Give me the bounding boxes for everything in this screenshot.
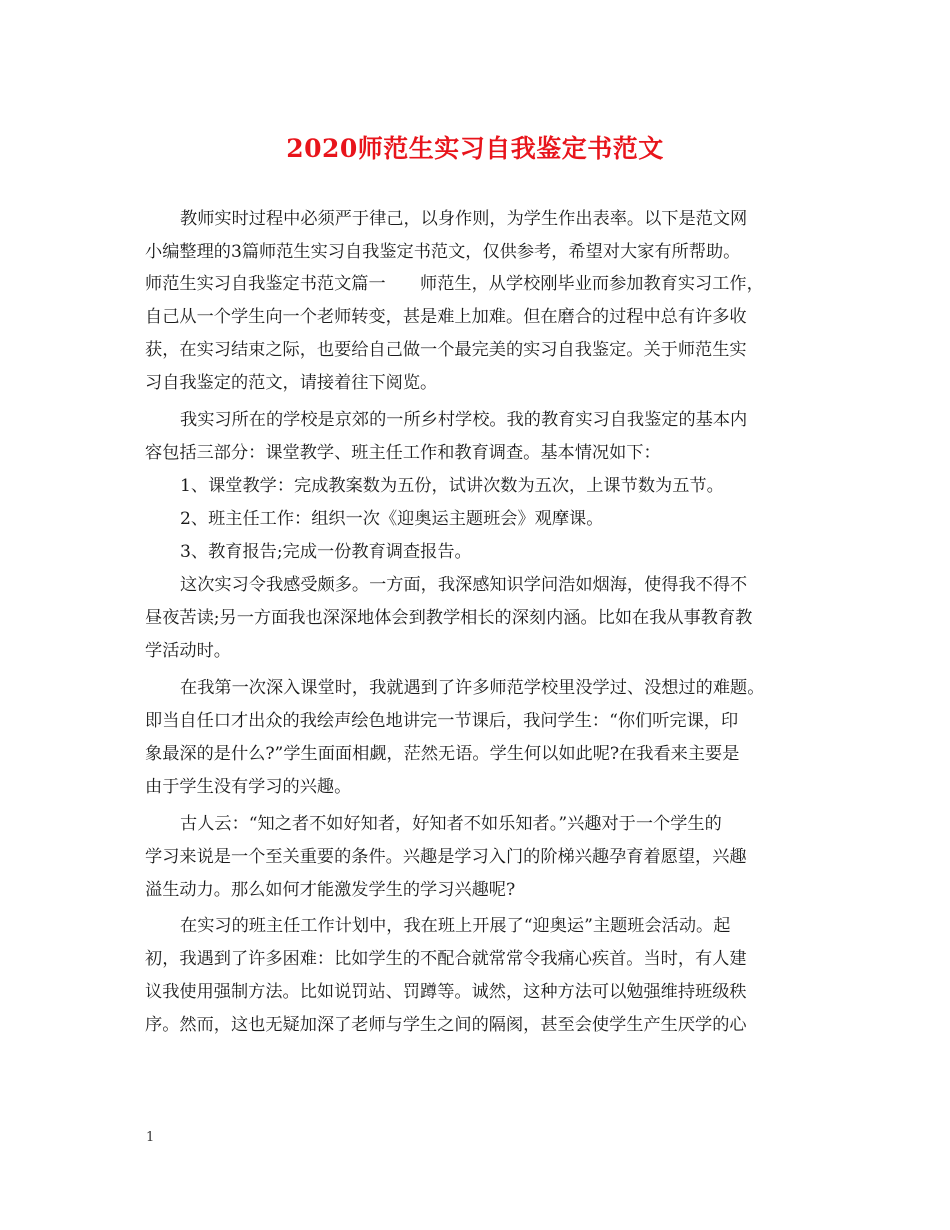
paragraph-line: 学活动时。 xyxy=(145,641,231,661)
paragraph-line: 在我第一次深入课堂时，我就遇到了许多师范学校里没学过、没想过的难题。 xyxy=(180,678,765,698)
paragraph-line: 由于学生没有学习的兴趣。 xyxy=(145,777,352,797)
paragraph-line: 习自我鉴定的范文，请接着往下阅览。 xyxy=(145,373,438,393)
paragraph-line: 学习来说是一个至关重要的条件。兴趣是学习入门的阶梯兴趣孕育着愿望，兴趣 xyxy=(145,847,747,867)
list-item: 3、教育报告;完成一份教育调查报告。 xyxy=(180,542,472,562)
paragraph-line: 获，在实习结束之际，也要给自己做一个最完美的实习自我鉴定。关于师范生实 xyxy=(145,340,747,360)
paragraph-line: 昼夜苦读;另一方面我也深深地体会到教学相长的深刻内涵。比如在我从事教育教 xyxy=(145,608,753,628)
document-title: 2020师范生实习自我鉴定书范文 xyxy=(286,134,664,163)
paragraph-line: 初，我遇到了许多困难：比如学生的不配合就常常令我痛心疾首。当时，有人建 xyxy=(145,949,747,969)
paragraph-line: 小编整理的3篇师范生实习自我鉴定书范文，仅供参考，希望对大家有所帮助。 xyxy=(145,242,741,262)
paragraph-line: 自己从一个学生向一个老师转变，甚是难上加难。但在磨合的过程中总有许多收 xyxy=(145,307,747,327)
paragraph-line: 这次实习令我感受颇多。一方面，我深感知识学问浩如烟海，使得我不得不 xyxy=(180,575,748,595)
paragraph-line: 象最深的是什么?”学生面面相觑，茫然无语。学生何以如此呢?在我看来主要是 xyxy=(145,744,740,764)
paragraph-line: 在实习的班主任工作计划中，我在班上开展了“迎奥运”主题班会活动。起 xyxy=(180,916,731,936)
page-number: 1 xyxy=(146,1130,155,1145)
list-item: 2、班主任工作：组织一次《迎奥运主题班会》观摩课。 xyxy=(180,509,604,529)
paragraph-line: 即当自任口才出众的我绘声绘色地讲完一节课后，我问学生：“你们听完课，印 xyxy=(145,711,739,731)
paragraph-line: 教师实时过程中必须严于律己，以身作则，为学生作出表率。以下是范文网 xyxy=(180,209,748,229)
paragraph-line: 议我使用强制方法。比如说罚站、罚蹲等。诚然，这种方法可以勉强维持班级秩 xyxy=(145,982,747,1002)
paragraph-line: 古人云：“知之者不如好知者，好知者不如乐知者。”兴趣对于一个学生的 xyxy=(180,814,722,834)
paragraph-line: 容包括三部分：课堂教学、班主任工作和教育调查。基本情况如下： xyxy=(145,443,661,463)
paragraph-line: 溢生动力。那么如何才能激发学生的学习兴趣呢? xyxy=(145,880,516,900)
paragraph-line: 序。然而，这也无疑加深了老师与学生之间的隔阂，甚至会使学生产生厌学的心 xyxy=(145,1015,747,1035)
list-item: 1、课堂教学：完成教案数为五份，试讲次数为五次，上课节数为五节。 xyxy=(180,476,724,496)
paragraph-line: 我实习所在的学校是京郊的一所乡村学校。我的教育实习自我鉴定的基本内 xyxy=(180,410,748,430)
paragraph-line: 师范生实习自我鉴定书范文篇一 师范生，从学校刚毕业而参加教育实习工作， xyxy=(145,274,764,294)
